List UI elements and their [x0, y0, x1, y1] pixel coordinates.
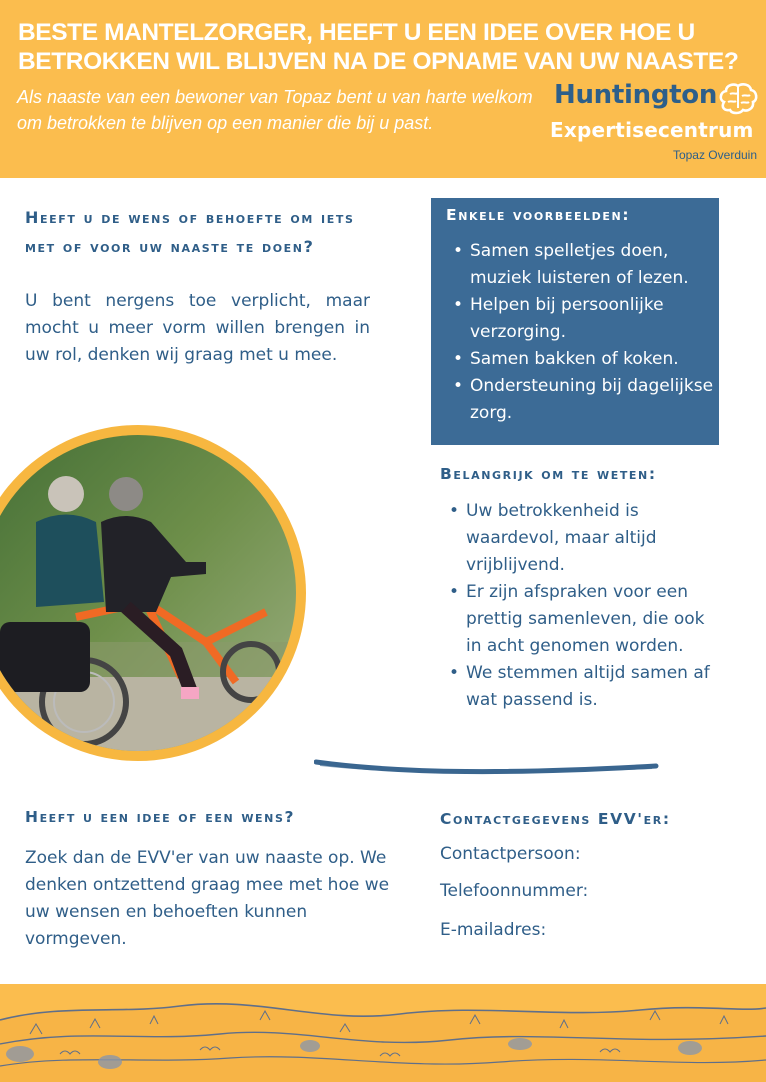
page-title: BESTE MANTELZORGER, HEEFT U EEN IDEE OVER HOE U BETROKKEN WIL BLIJVEN NA DE OPNAME VAN UW NAASTE?: [18, 19, 739, 75]
contact-heading: Contactgegevens EVV'er:: [440, 810, 671, 828]
examples-item: • Ondersteuning bij dagelijkse zorg.: [449, 373, 714, 427]
section2-body: Zoek dan de EVV'er van uw naaste op. We denken ontzettend graag mee met hoe we uw wensen en behoeften kunnen vormgeven.: [25, 848, 390, 949]
section1-body: U bent nergens toe verplicht, maar mocht u meer vorm willen brengen in uw rol, denken wij graag met u mee.: [25, 291, 370, 365]
examples-heading: Enkele voorbeelden:: [446, 206, 631, 224]
dune-landscape-illustration: [0, 984, 766, 1082]
photo-circle: [0, 412, 311, 774]
examples-item: • Helpen bij persoonlijke verzorging.: [449, 292, 714, 346]
section2-heading: Heeft u een idee of een wens?: [25, 808, 296, 826]
page-subtitle: Als naaste van een bewoner van Topaz bent u van harte welkom om betrokken te blijven op een manier die bij u past.: [17, 87, 533, 133]
important-list: [445, 498, 725, 714]
important-item: • Uw betrokkenheid is waardevol, maar altijd vrijblijvend.: [445, 498, 725, 579]
contact-person-label: Contactpersoon:: [440, 844, 581, 864]
examples-list: [449, 238, 714, 427]
phone-label: Telefoonnummer:: [440, 881, 589, 901]
tandem-bike-photo: [0, 412, 311, 778]
examples-box: [431, 198, 719, 445]
logo: [548, 80, 763, 166]
important-item: • We stemmen altijd samen af wat passend is.: [445, 660, 725, 714]
examples-item: • Samen spelletjes doen, muziek luisteren of lezen.: [449, 238, 714, 292]
brush-divider: [314, 756, 659, 780]
important-heading: Belangrijk om te weten:: [440, 465, 657, 483]
logo-title: Huntington: [554, 80, 718, 110]
important-item: • Er zijn afspraken voor een prettig samenleven, die ook in acht genomen worden.: [445, 579, 725, 660]
logo-organization: Topaz Overduin: [672, 148, 757, 162]
section1-heading: Heeft u de wens of behoefte om iets met of voor uw naaste te doen?: [25, 208, 355, 256]
examples-item: • Samen bakken of koken.: [449, 346, 714, 373]
brain-icon: [718, 82, 758, 116]
email-label: E-mailadres:: [440, 920, 547, 940]
header-banner: [0, 0, 766, 178]
logo-subtitle: Expertisecentrum: [550, 118, 754, 142]
